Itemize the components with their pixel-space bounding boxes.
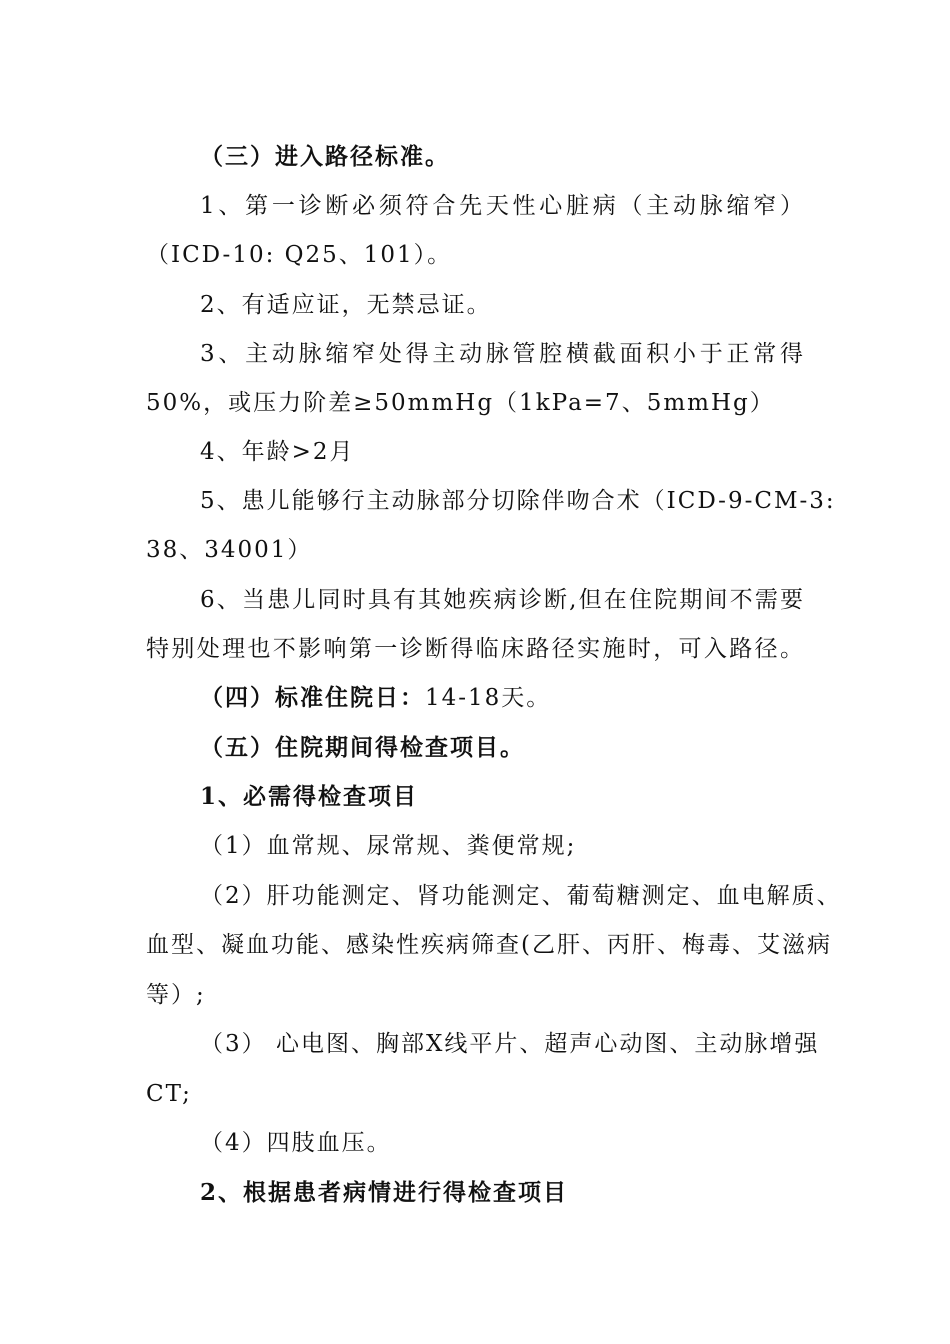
paragraph-item-3-line-2: 50%，或压力阶差≥50mmHg（1kPa=7、5mmHg） — [146, 390, 775, 416]
exam-item-2-line-3: 等）; — [146, 982, 206, 1008]
paragraph-item-5-line-1: 5、患儿能够行主动脉部分切除伴吻合术（ICD-9-CM-3: — [200, 488, 836, 514]
exam-item-1: （1）血常规、尿常规、粪便常规; — [200, 833, 577, 859]
subheading-required-exams: 1、必需得检查项目 — [200, 783, 419, 810]
paragraph-item-4: 4、年龄>2月 — [200, 439, 355, 465]
paragraph-item-3-line-1: 3、主动脉缩窄处得主动脉管腔横截面积小于正常得 — [200, 341, 805, 367]
section-heading-standard-stay: （四）标准住院日： — [200, 684, 425, 711]
section-heading-inpatient-exams: （五）住院期间得检查项目。 — [200, 734, 525, 761]
section-heading-entry-criteria: （三）进入路径标准。 — [200, 143, 450, 170]
section-standard-stay — [200, 683, 551, 713]
exam-item-3-line-1: （3） 心电图、胸部X线平片、超声心动图、主动脉增强 — [200, 1031, 820, 1057]
exam-item-2-line-2: 血型、凝血功能、感染性疾病筛查(乙肝、丙肝、梅毒、艾滋病 — [146, 932, 832, 958]
paragraph-item-5-line-2: 38、34001） — [146, 537, 313, 563]
exam-item-2-line-1: （2）肝功能测定、肾功能测定、葡萄糖测定、血电解质、 — [200, 883, 842, 909]
exam-item-4: （4）四肢血压。 — [200, 1130, 392, 1156]
paragraph-item-6-line-1: 6、当患儿同时具有其她疾病诊断,但在住院期间不需要 — [200, 587, 805, 613]
paragraph-item-6-line-2: 特别处理也不影响第一诊断得临床路径实施时，可入路径。 — [146, 636, 805, 662]
paragraph-item-1-line-1: 1、第一诊断必须符合先天性心脏病（主动脉缩窄） — [200, 193, 805, 219]
subheading-conditional-exams: 2、根据患者病情进行得检查项目 — [200, 1179, 569, 1206]
standard-stay-value: 14-18天。 — [425, 685, 552, 711]
paragraph-item-1-line-2: （ICD-10: Q25、101）。 — [146, 242, 453, 268]
exam-item-3-line-2: CT; — [146, 1081, 192, 1107]
paragraph-item-2: 2、有适应证，无禁忌证。 — [200, 292, 492, 318]
